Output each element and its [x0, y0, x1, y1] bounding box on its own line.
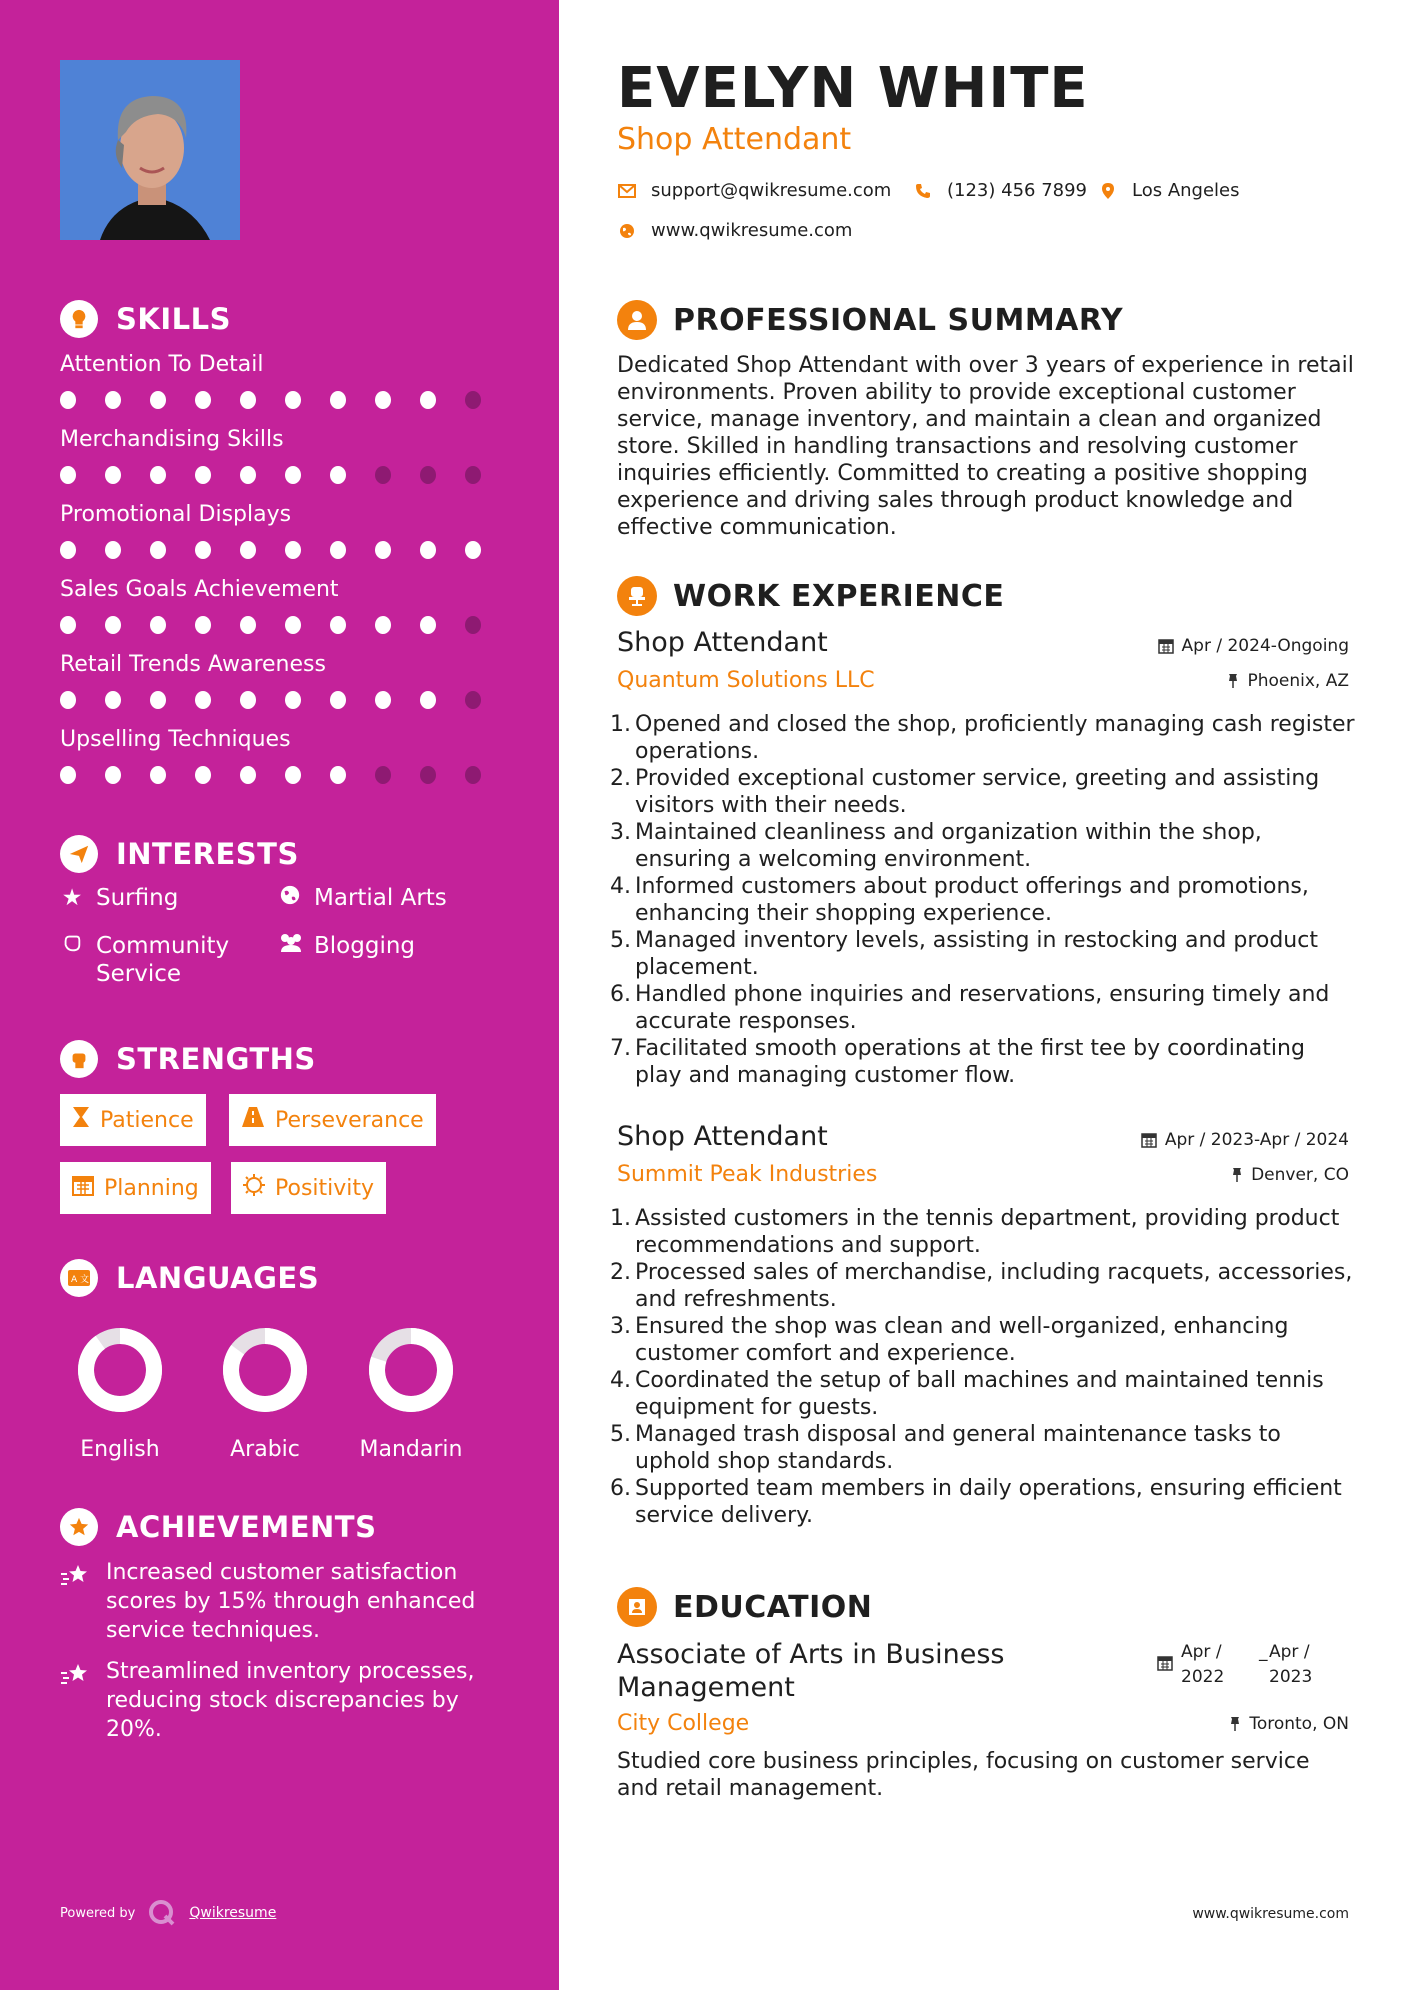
languages-heading-text: LANGUAGES [116, 1261, 320, 1295]
job-dates-text: Apr / 2024-Ongoing [1181, 636, 1349, 656]
summary-heading [617, 300, 1123, 340]
strength-label: Patience [100, 1107, 194, 1133]
skill-row [60, 577, 510, 634]
education-heading [617, 1587, 872, 1627]
pushpin-icon [1229, 1716, 1241, 1732]
map-pin-icon [1098, 182, 1118, 200]
interest-label: Surfing [96, 885, 179, 911]
skill-row [60, 727, 510, 784]
bullet-number: 1. [610, 1206, 631, 1231]
award-star-icon [60, 1508, 98, 1546]
star-icon: ★ [61, 885, 83, 911]
translate-icon [60, 1259, 98, 1297]
bullet-text: Facilitated smooth operations at the first tee by coordinating play and managing customer flow. [635, 1036, 1305, 1088]
skill-dot [330, 766, 346, 784]
job-bullets [608, 711, 1358, 1089]
contact-email [617, 180, 891, 201]
phone-text: (123) 456 7899 [947, 180, 1088, 201]
job-location [1231, 1165, 1349, 1185]
skill-dot [60, 691, 76, 709]
skill-name: Sales Goals Achievement [60, 577, 339, 602]
skill-dot [375, 391, 391, 409]
bullet-text: Opened and closed the shop, proficiently managing cash register operations. [635, 712, 1355, 764]
skill-dot [465, 541, 481, 559]
interest-item [278, 932, 415, 961]
skill-dot [330, 391, 346, 409]
contact-location [1098, 180, 1240, 201]
languages-heading [60, 1259, 319, 1297]
summary-text: Dedicated Shop Attendant with over 3 years of experience in retail environments. Proven ability to provide exceptional customer service, manage inventory, and maintain a clean and organized store. Skilled in handling transactions and resolving customer inquiries efficiently. Committed to creating a positive shopping experience and driving sales through product knowledge and effective communication. [617, 353, 1354, 540]
svg-text:文: 文 [80, 1275, 90, 1285]
job-location-text: Denver, CO [1251, 1165, 1349, 1185]
skill-dot [465, 391, 481, 409]
bullet-number: 2. [610, 766, 631, 791]
skill-rating [60, 616, 510, 634]
skill-row [60, 352, 510, 409]
skill-dot [195, 766, 211, 784]
job-dates [1141, 1130, 1349, 1150]
interest-item [60, 932, 260, 988]
graduate-icon [617, 1587, 657, 1627]
strength-label: Perseverance [275, 1107, 424, 1133]
skill-rating [60, 691, 510, 709]
language-item [356, 1325, 466, 1462]
sidebar [0, 0, 559, 1990]
skill-name: Promotional Displays [60, 502, 292, 527]
skill-dot [375, 616, 391, 634]
qwikresume-logo-icon [147, 1898, 177, 1928]
skills-heading [60, 300, 231, 338]
skill-dot [240, 691, 256, 709]
job-bullet [608, 1259, 1358, 1313]
calendar-icon [1141, 1132, 1157, 1148]
pushpin-icon [1227, 673, 1239, 689]
skill-dot [285, 691, 301, 709]
job-dates-text: Apr / 2023-Apr / 2024 [1164, 1130, 1349, 1150]
education-location-text: Toronto, ON [1249, 1714, 1349, 1734]
powered-by-label: Powered by [60, 1905, 136, 1921]
skill-row [60, 502, 510, 559]
strengths-heading-text: STRENGTHS [116, 1042, 316, 1076]
achievement-item [60, 1657, 500, 1744]
skill-dot [465, 691, 481, 709]
skill-dot [60, 541, 76, 559]
strength-label: Positivity [275, 1175, 375, 1201]
calendar-icon [1157, 1654, 1173, 1679]
job-title: Shop Attendant [617, 627, 828, 658]
skill-dot [105, 466, 121, 484]
job-bullet [608, 1313, 1358, 1367]
skill-dot [465, 466, 481, 484]
globe-icon [617, 223, 637, 239]
user-icon [617, 300, 657, 340]
bullet-number: 5. [610, 1422, 631, 1447]
job-bullet [608, 927, 1358, 981]
candidate-role: Shop Attendant [617, 122, 852, 157]
interest-label: Martial Arts [314, 885, 447, 911]
achievement-item [60, 1558, 500, 1645]
skill-dot [330, 616, 346, 634]
language-name: Arabic [230, 1437, 300, 1462]
email-text[interactable]: support@qwikresume.com [651, 180, 892, 201]
job-bullet [608, 819, 1358, 873]
bullet-number: 1. [610, 712, 631, 737]
achievement-text: Increased customer satisfaction scores by 15% through enhanced service techniques. [106, 1560, 476, 1643]
footer-url[interactable]: www.qwikresume.com [1192, 1906, 1349, 1922]
qwikresume-link[interactable]: Qwikresume [189, 1905, 277, 1921]
skill-rating [60, 466, 510, 484]
strength-tag [229, 1094, 436, 1146]
skill-dot [195, 616, 211, 634]
interests-heading-text: INTERESTS [116, 837, 299, 871]
website-text[interactable]: www.qwikresume.com [651, 220, 853, 241]
bullet-number: 3. [610, 1314, 631, 1339]
language-donut [65, 1325, 175, 1415]
pushpin-icon [1231, 1167, 1243, 1183]
skill-dot [105, 391, 121, 409]
job-bullet [608, 765, 1358, 819]
skill-name: Upselling Techniques [60, 727, 291, 752]
contact-website [617, 220, 852, 241]
bullet-number: 4. [610, 874, 631, 899]
education-end-date: Apr / 2023 [1269, 1642, 1313, 1687]
education-date-separator: _ [1259, 1642, 1268, 1662]
skill-dot [375, 541, 391, 559]
skill-dot [240, 391, 256, 409]
language-donut [356, 1325, 466, 1415]
lightbulb-icon [60, 300, 98, 338]
bullet-text: Managed trash disposal and general maintenance tasks to uphold shop standards. [635, 1422, 1281, 1474]
skill-dot [150, 391, 166, 409]
calendar-icon [1158, 638, 1174, 654]
skill-dot [60, 616, 76, 634]
strength-tag [231, 1162, 386, 1214]
summary-heading-text: PROFESSIONAL SUMMARY [673, 302, 1124, 338]
sun-icon [243, 1174, 265, 1202]
language-name: Mandarin [359, 1437, 463, 1462]
skill-dot [150, 541, 166, 559]
bullet-number: 6. [610, 982, 631, 1007]
skill-dot [420, 466, 436, 484]
contact-phone [913, 180, 1087, 201]
interest-label: Blogging [314, 933, 416, 959]
skill-dot [105, 541, 121, 559]
skill-rating [60, 391, 510, 409]
briefcase-chair-icon [617, 576, 657, 616]
job-location-text: Phoenix, AZ [1247, 671, 1349, 691]
achievements-heading-text: ACHIEVEMENTS [116, 1510, 377, 1544]
bullet-number: 5. [610, 928, 631, 953]
skill-dot [375, 691, 391, 709]
interests-heading [60, 835, 299, 873]
skill-rating [60, 541, 510, 559]
education-location [1229, 1714, 1349, 1734]
skill-dot [465, 616, 481, 634]
skill-dot [150, 691, 166, 709]
skill-dot [465, 766, 481, 784]
donut-fill [86, 1336, 154, 1404]
bullet-number: 3. [610, 820, 631, 845]
job-bullet [608, 1475, 1358, 1529]
skill-rating [60, 766, 510, 784]
hourglass-icon [72, 1106, 90, 1134]
skill-row [60, 652, 510, 709]
skill-dot [150, 616, 166, 634]
skill-dot [420, 541, 436, 559]
hand-icon [60, 932, 84, 988]
svg-text:A: A [71, 1275, 78, 1285]
bullet-number: 7. [610, 1036, 631, 1061]
job-title: Shop Attendant [617, 1121, 828, 1152]
skill-dot [285, 391, 301, 409]
skill-dot [375, 466, 391, 484]
shooting-star-icon [60, 1657, 92, 1744]
skill-dot [105, 616, 121, 634]
skill-dot [240, 466, 256, 484]
bullet-text: Coordinated the setup of ball machines and maintained tennis equipment for guests. [635, 1368, 1324, 1420]
skill-dot [375, 766, 391, 784]
skills-heading-text: SKILLS [116, 302, 231, 336]
skill-name: Merchandising Skills [60, 427, 284, 452]
bullet-text: Assisted customers in the tennis department, providing product recommendations and support. [635, 1206, 1340, 1258]
language-item [210, 1325, 320, 1462]
shooting-star-icon [60, 1558, 92, 1645]
skill-dot [150, 766, 166, 784]
job-company: Quantum Solutions LLC [617, 668, 875, 693]
language-name: English [80, 1437, 160, 1462]
paper-plane-icon [60, 835, 98, 873]
job-company: Summit Peak Industries [617, 1162, 878, 1187]
skill-dot [420, 766, 436, 784]
skill-dot [240, 541, 256, 559]
people-icon [278, 932, 302, 961]
skill-dot [105, 766, 121, 784]
bullet-number: 6. [610, 1476, 631, 1501]
bullet-text: Informed customers about product offerings and promotions, enhancing their shopping experience. [635, 874, 1309, 926]
bullet-text: Managed inventory levels, assisting in restocking and product placement. [635, 928, 1318, 980]
skill-dot [60, 466, 76, 484]
skill-dot [195, 541, 211, 559]
achievements-heading [60, 1508, 376, 1546]
job-bullet [608, 1205, 1358, 1259]
skill-dot [195, 391, 211, 409]
skill-dot [285, 466, 301, 484]
strength-label: Planning [104, 1175, 199, 1201]
job-bullets [608, 1205, 1358, 1529]
calendar-icon [72, 1174, 94, 1202]
interest-item [278, 884, 447, 913]
powered-by [60, 1898, 276, 1928]
location-text: Los Angeles [1132, 180, 1240, 201]
phone-icon [913, 183, 933, 199]
job-bullet [608, 981, 1358, 1035]
achievement-text: Streamlined inventory processes, reducing stock discrepancies by 20%. [106, 1659, 475, 1742]
education-degree: Associate of Arts in Business Management [617, 1639, 1005, 1703]
skill-dot [60, 391, 76, 409]
globe-icon [278, 884, 302, 913]
interest-label: Community Service [96, 933, 230, 987]
language-item [65, 1325, 175, 1462]
bullet-text: Ensured the shop was clean and well-organized, enhancing customer comfort and experience. [635, 1314, 1289, 1366]
bullet-text: Handled phone inquiries and reservations, ensuring timely and accurate responses. [635, 982, 1330, 1034]
skill-name: Retail Trends Awareness [60, 652, 326, 677]
bullet-text: Processed sales of merchandise, including racquets, accessories, and refreshments. [635, 1260, 1353, 1312]
skill-dot [285, 616, 301, 634]
skill-row [60, 427, 510, 484]
strengths-heading [60, 1040, 316, 1078]
skill-dot [105, 691, 121, 709]
job-bullet [608, 1421, 1358, 1475]
education-school: City College [617, 1711, 750, 1736]
education-description: Studied core business principles, focusing on customer service and retail management. [617, 1749, 1310, 1801]
job-bullet [608, 1035, 1358, 1089]
job-bullet [608, 1367, 1358, 1421]
job-bullet [608, 711, 1358, 765]
bullet-number: 2. [610, 1260, 631, 1285]
skill-dot [330, 466, 346, 484]
job-bullet [608, 873, 1358, 927]
skill-dot [285, 766, 301, 784]
skill-dot [330, 691, 346, 709]
skill-dot [330, 541, 346, 559]
bullet-text: Maintained cleanliness and organization within the shop, ensuring a welcoming environment. [635, 820, 1262, 872]
strength-tag [60, 1162, 211, 1214]
skill-dot [240, 766, 256, 784]
experience-heading-text: WORK EXPERIENCE [673, 578, 1005, 614]
education-heading-text: EDUCATION [673, 1589, 873, 1625]
profile-photo [60, 60, 240, 240]
bullet-number: 4. [610, 1368, 631, 1393]
candidate-name: EVELYN WHITE [617, 56, 1089, 121]
skill-dot [420, 691, 436, 709]
bullet-text: Supported team members in daily operations, ensuring efficient service delivery. [635, 1476, 1342, 1528]
skill-dot [240, 616, 256, 634]
skill-dot [150, 466, 166, 484]
road-icon [241, 1106, 265, 1134]
envelope-icon [617, 184, 637, 198]
skill-dot [195, 691, 211, 709]
skill-dot [195, 466, 211, 484]
skill-dot [420, 391, 436, 409]
skill-dot [285, 541, 301, 559]
language-donut [210, 1325, 320, 1415]
education-start-date: Apr / 2022 [1181, 1642, 1225, 1687]
bullet-text: Provided exceptional customer service, greeting and assisting visitors with their needs. [635, 766, 1320, 818]
experience-heading [617, 576, 1004, 616]
skill-name: Attention To Detail [60, 352, 264, 377]
job-location [1227, 671, 1349, 691]
strength-tag [60, 1094, 206, 1146]
job-dates [1158, 636, 1349, 656]
interest-item [60, 884, 178, 912]
fist-icon [60, 1040, 98, 1078]
skill-dot [60, 766, 76, 784]
skill-dot [420, 616, 436, 634]
